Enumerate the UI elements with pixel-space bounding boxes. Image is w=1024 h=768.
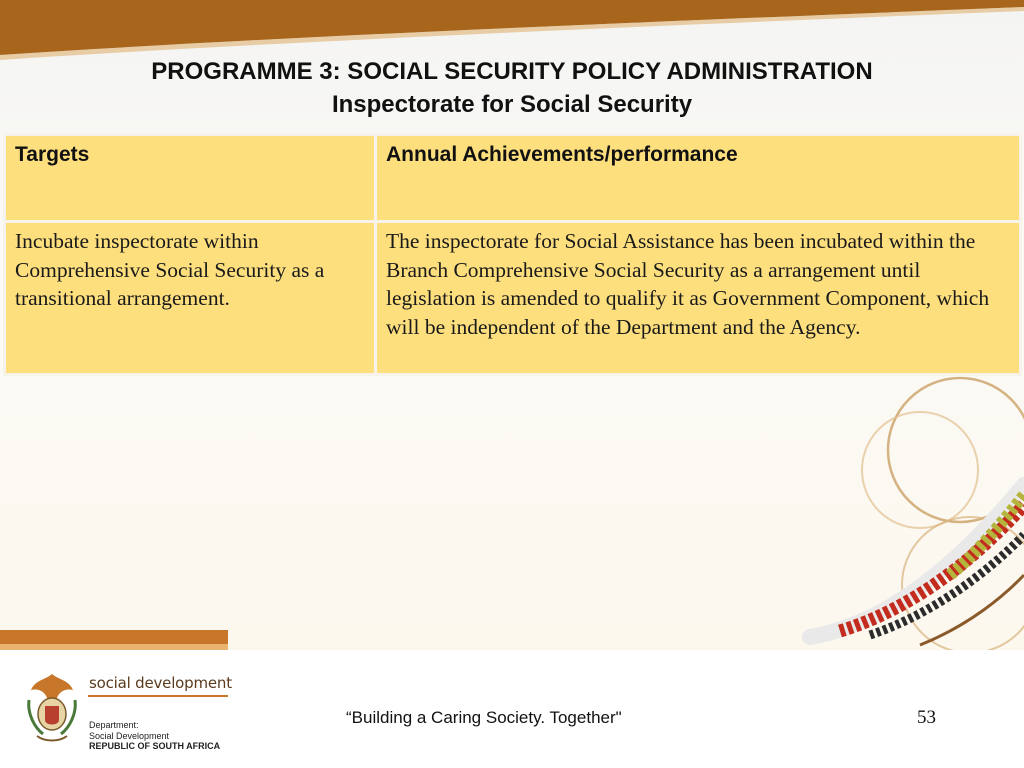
table-row: [6, 223, 1019, 373]
logo-department-text: [89, 720, 220, 752]
logo-title: social development: [89, 674, 232, 692]
logo-line-1: Department:: [89, 720, 139, 730]
logo-line-2: Social Development: [89, 730, 170, 741]
top-decorative-band: [0, 0, 1024, 60]
title-line-2: Inspectorate for Social Security: [331, 91, 693, 118]
slide-footer: [0, 650, 1024, 768]
footer-tagline: “Building a Caring Society. Together": [346, 708, 622, 727]
title-line-1: PROGRAMME 3: SOCIAL SECURITY POLICY ADMINISTRATION: [151, 58, 873, 85]
coat-of-arms-icon: [25, 670, 79, 744]
department-logo: [25, 668, 235, 751]
header-targets: Targets: [6, 136, 374, 220]
table-header-row: [6, 136, 1019, 220]
logo-line-3: REPUBLIC OF SOUTH AFRICA: [89, 741, 221, 751]
logo-divider: [88, 695, 228, 697]
targets-table: [3, 133, 1022, 376]
bottom-decorative-stripe: [0, 630, 228, 650]
achievement-cell: The inspectorate for Social Assistance has been incubated within the Branch Comprehensive Social Security as a arrangement until legislation is amended to qualify it as Government Component, which will be independent of the Department and the Agency.: [377, 223, 1019, 373]
slide-title: [0, 55, 1024, 121]
beaded-decoration: [800, 375, 1024, 650]
page-number: 53: [917, 707, 936, 728]
header-achievements: Annual Achievements/performance: [377, 136, 1019, 220]
target-cell: Incubate inspectorate within Comprehensive Social Security as a transitional arrangement.: [6, 223, 374, 373]
